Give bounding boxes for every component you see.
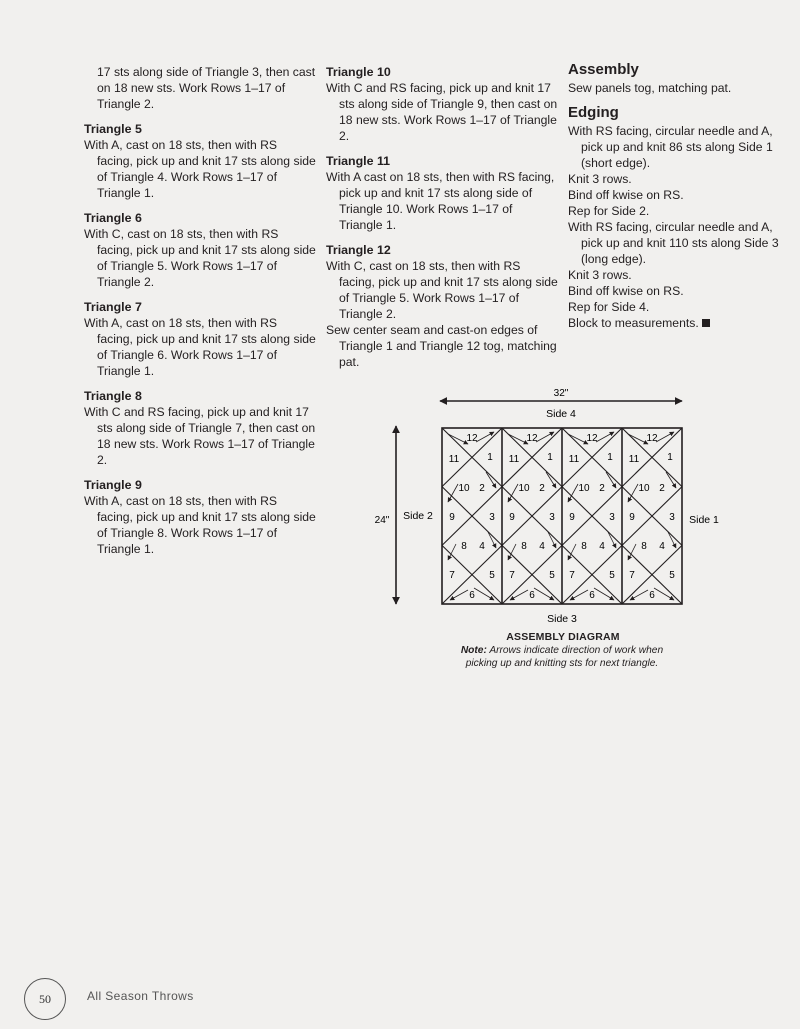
triangle-number-4: 4 <box>479 541 485 552</box>
triangle-number-6: 6 <box>469 590 475 601</box>
section-text: With C, cast on 18 sts, then with RS facing, pick up and knit 17 sts along side of Triangle 5. Work Rows 1–17 of Triangle 2. <box>326 259 558 321</box>
triangle-number-3: 3 <box>609 512 615 523</box>
triangle-number-3: 3 <box>549 512 555 523</box>
section-text: With A, cast on 18 sts, then with RS facing, pick up and knit 17 sts along side of Triangle 6. Work Rows 1–17 of Triangle 1. <box>84 316 316 378</box>
triangle-number-1: 1 <box>487 452 493 463</box>
assembly-text: Sew panels tog, matching pat. <box>568 81 732 95</box>
triangle-number-4: 4 <box>599 541 605 552</box>
section-heading: Triangle 11 <box>326 154 391 168</box>
section-text: With A, cast on 18 sts, then with RS facing, pick up and knit 17 sts along side of Triangle 8. Work Rows 1–17 of Triangle 1. <box>84 494 316 556</box>
triangle-number-12: 12 <box>586 433 598 444</box>
section-heading: Triangle 9 <box>84 478 142 492</box>
intro-paragraph <box>84 64 316 112</box>
triangle-number-6: 6 <box>649 590 655 601</box>
direction-arrow <box>628 484 638 502</box>
section-heading: Triangle 5 <box>84 122 142 136</box>
direction-arrow <box>510 590 528 600</box>
height-label: 24" <box>374 515 390 526</box>
triangle-number-5: 5 <box>609 570 615 581</box>
section-heading: Triangle 7 <box>84 300 142 314</box>
section-heading: Triangle 8 <box>84 389 142 403</box>
closing-paragraph: Sew center seam and cast-on edges of Triangle 1 and Triangle 12 tog, matching pat. <box>326 323 557 369</box>
edging-section <box>568 104 790 331</box>
book-title: All Season Throws <box>87 989 194 1003</box>
column-2 <box>326 64 558 370</box>
triangle-number-11: 11 <box>448 454 460 465</box>
section-triangle-7 <box>84 299 316 379</box>
direction-arrow <box>450 590 468 600</box>
triangle-number-9: 9 <box>449 512 455 523</box>
triangle-number-7: 7 <box>569 570 575 581</box>
triangle-number-10: 10 <box>578 483 590 494</box>
triangle-number-1: 1 <box>547 452 553 463</box>
section-text: With C, cast on 18 sts, then with RS facing, pick up and knit 17 sts along side of Triangle 5. Work Rows 1–17 of Triangle 2. <box>84 227 316 289</box>
side-4-label: Side 4 <box>546 408 576 420</box>
page-number: 50 <box>39 991 51 1006</box>
triangle-number-12: 12 <box>526 433 538 444</box>
direction-arrow <box>570 590 588 600</box>
direction-arrow <box>668 532 676 548</box>
assembly-heading: Assembly <box>568 61 639 78</box>
triangle-number-5: 5 <box>549 570 555 581</box>
triangle-number-8: 8 <box>461 541 467 552</box>
triangle-number-7: 7 <box>449 570 455 581</box>
section-heading: Triangle 12 <box>326 243 391 257</box>
section-triangle-11 <box>326 153 558 233</box>
edging-line: Rep for Side 2. <box>568 204 650 218</box>
edging-line: With RS facing, circular needle and A, pick up and knit 110 sts along Side 3 (long edge). <box>568 220 779 266</box>
triangle-number-5: 5 <box>669 570 675 581</box>
triangle-number-8: 8 <box>641 541 647 552</box>
triangle-number-4: 4 <box>659 541 665 552</box>
triangle-number-1: 1 <box>667 452 673 463</box>
note-text: Arrows indicate direction of work when picking up and knitting sts for next triangle. <box>465 645 664 669</box>
triangle-number-9: 9 <box>509 512 515 523</box>
direction-arrow <box>630 590 648 600</box>
diagram-note <box>444 644 680 670</box>
edging-line-final <box>568 315 790 331</box>
triangle-number-11: 11 <box>628 454 640 465</box>
side-1-label: Side 1 <box>689 514 719 526</box>
direction-arrow <box>568 484 578 502</box>
triangle-number-6: 6 <box>529 590 535 601</box>
direction-arrow <box>628 434 648 444</box>
triangle-number-9: 9 <box>629 512 635 523</box>
direction-arrow <box>508 434 528 444</box>
section-triangle-5 <box>84 121 316 201</box>
direction-arrow <box>596 432 614 442</box>
triangle-number-10: 10 <box>458 483 470 494</box>
page-number-circle <box>24 978 66 1020</box>
intro-text: 17 sts along side of Triangle 3, then cast on 18 new sts. Work Rows 1–17 of Triangle 2. <box>97 65 316 111</box>
side-2-label: Side 2 <box>403 510 433 522</box>
width-label: 32" <box>553 388 569 399</box>
direction-arrow <box>508 484 518 502</box>
direction-arrow <box>448 484 458 502</box>
triangle-number-11: 11 <box>568 454 580 465</box>
edging-line: Rep for Side 4. <box>568 300 650 314</box>
section-triangle-12 <box>326 242 558 322</box>
section-triangle-9 <box>84 477 316 557</box>
triangle-number-3: 3 <box>489 512 495 523</box>
section-heading: Triangle 10 <box>326 65 391 79</box>
triangle-number-7: 7 <box>509 570 515 581</box>
triangle-number-12: 12 <box>466 433 478 444</box>
edging-line: With RS facing, circular needle and A, pick up and knit 86 sts along Side 1 (short edge). <box>568 124 773 170</box>
section-triangle-8 <box>84 388 316 468</box>
triangle-number-2: 2 <box>539 483 545 494</box>
section-text: With A cast on 18 sts, then with RS facing, pick up and knit 17 sts along side of Triangle 10. Work Rows 1–17 of Triangle 1. <box>326 170 555 232</box>
triangle-number-12: 12 <box>646 433 658 444</box>
triangle-number-3: 3 <box>669 512 675 523</box>
direction-arrow <box>568 434 588 444</box>
direction-arrow <box>548 532 556 548</box>
end-square-icon <box>702 319 710 327</box>
column-3 <box>568 61 790 340</box>
section-text: With C and RS facing, pick up and knit 17 sts along side of Triangle 9, then cast on 18 new sts. Work Rows 1–17 of Triangle 2. <box>326 81 558 143</box>
direction-arrow <box>608 532 616 548</box>
triangle-number-2: 2 <box>599 483 605 494</box>
direction-arrow <box>656 432 674 442</box>
triangle-number-1: 1 <box>607 452 613 463</box>
triangle-number-2: 2 <box>479 483 485 494</box>
direction-arrow <box>536 432 554 442</box>
side-3-label: Side 3 <box>547 613 577 625</box>
panels-group <box>442 428 682 604</box>
triangle-number-5: 5 <box>489 570 495 581</box>
triangle-number-9: 9 <box>569 512 575 523</box>
triangle-number-8: 8 <box>581 541 587 552</box>
triangle-number-6: 6 <box>589 590 595 601</box>
triangle-number-11: 11 <box>508 454 520 465</box>
direction-arrow <box>476 432 494 442</box>
diagram-title: ASSEMBLY DIAGRAM <box>506 631 620 643</box>
edging-line: Knit 3 rows. <box>568 172 632 186</box>
column-1 <box>84 64 316 566</box>
triangle-number-8: 8 <box>521 541 527 552</box>
note-label: Note: <box>460 645 487 656</box>
direction-arrow <box>488 532 496 548</box>
triangle-number-7: 7 <box>629 570 635 581</box>
section-triangle-10 <box>326 64 558 144</box>
edging-heading: Edging <box>568 104 619 121</box>
edging-line: Knit 3 rows. <box>568 268 632 282</box>
section-text: With A, cast on 18 sts, then with RS facing, pick up and knit 17 sts along side of Triangle 4. Work Rows 1–17 of Triangle 1. <box>84 138 316 200</box>
edging-line-text: Block to measurements. <box>568 316 699 330</box>
edging-line: Bind off kwise on RS. <box>568 188 684 202</box>
edging-line: Bind off kwise on RS. <box>568 284 684 298</box>
triangle-number-4: 4 <box>539 541 545 552</box>
triangle-number-10: 10 <box>518 483 530 494</box>
section-text: With C and RS facing, pick up and knit 17 sts along side of Triangle 7, then cast on 18 new sts. Work Rows 1–17 of Triangle 2. <box>84 405 316 467</box>
triangle-number-10: 10 <box>638 483 650 494</box>
direction-arrow <box>448 434 468 444</box>
assembly-section <box>568 61 790 96</box>
triangle-number-2: 2 <box>659 483 665 494</box>
section-triangle-6 <box>84 210 316 290</box>
section-heading: Triangle 6 <box>84 211 142 225</box>
